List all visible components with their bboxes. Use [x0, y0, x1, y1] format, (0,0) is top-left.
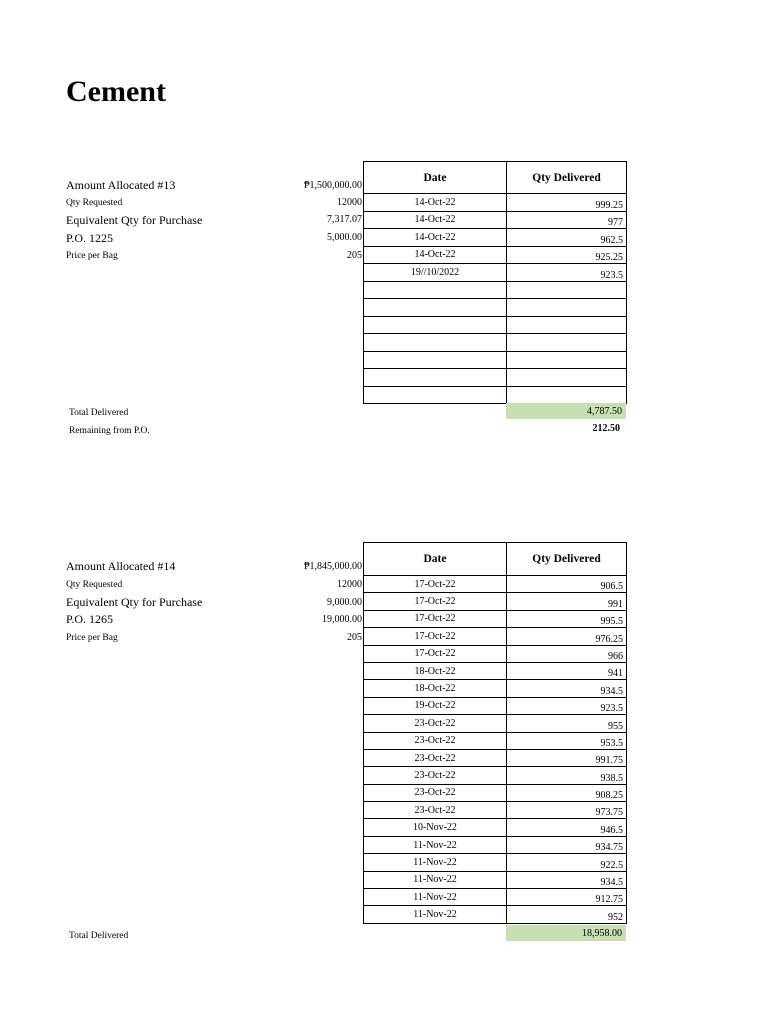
date-cell [364, 281, 507, 299]
table-row [364, 749, 627, 766]
qty-cell: 973.75 [507, 802, 627, 819]
qty-cell [507, 351, 627, 369]
qty-cell: 925.25 [507, 246, 627, 264]
table-row [364, 836, 627, 853]
table-row [364, 889, 627, 906]
table-row [364, 316, 627, 334]
remaining-value: 212.50 [592, 423, 620, 434]
date-cell: 17-Oct-22 [364, 593, 507, 610]
date-cell: 14-Oct-22 [364, 246, 507, 264]
table-row [364, 281, 627, 299]
date-cell: 17-Oct-22 [364, 645, 507, 662]
date-cell [364, 334, 507, 352]
total-delivered-label: Total Delivered [69, 931, 129, 941]
date-cell: 11-Nov-22 [364, 889, 507, 906]
date-cell: 19//10/2022 [364, 264, 507, 282]
date-cell: 14-Oct-22 [364, 194, 507, 212]
equivalent-qty-label: Equivalent Qty for Purchase [66, 213, 203, 227]
date-cell: 11-Nov-22 [364, 854, 507, 871]
table-row [364, 906, 627, 923]
date-cell: 11-Nov-22 [364, 836, 507, 853]
qty-cell: 912.75 [507, 889, 627, 906]
table-row [364, 732, 627, 749]
delivery-table [363, 161, 627, 404]
qty-cell: 999.25 [507, 194, 627, 212]
table-row [364, 819, 627, 836]
amount-allocated-label: Amount Allocated #14 [66, 559, 176, 573]
qty-cell: 976.25 [507, 628, 627, 645]
table-row [364, 784, 627, 801]
date-cell: 23-Oct-22 [364, 767, 507, 784]
date-cell: 17-Oct-22 [364, 628, 507, 645]
po-number-label: P.O. 1225 [66, 231, 114, 245]
table-row [364, 802, 627, 819]
qty-cell: 906.5 [507, 576, 627, 593]
table-row [364, 369, 627, 387]
qty-cell [507, 369, 627, 387]
qty-cell: 946.5 [507, 819, 627, 836]
qty-cell [507, 334, 627, 352]
qty-cell: 977 [507, 211, 627, 229]
table-row [364, 334, 627, 352]
amount-allocated-value: ₱1,500,000.00 [303, 180, 362, 191]
date-cell: 23-Oct-22 [364, 749, 507, 766]
date-cell [364, 369, 507, 387]
price-per-bag-value: 205 [347, 632, 362, 643]
date-cell: 14-Oct-22 [364, 229, 507, 247]
date-cell: 11-Nov-22 [364, 871, 507, 888]
date-cell: 14-Oct-22 [364, 211, 507, 229]
equivalent-qty-value: 7,317.07 [327, 214, 362, 225]
date-cell: 23-Oct-22 [364, 802, 507, 819]
date-cell [364, 299, 507, 317]
qty-cell: 995.5 [507, 610, 627, 627]
table-row [364, 386, 627, 404]
qty-cell: 923.5 [507, 264, 627, 282]
qty-cell: 922.5 [507, 854, 627, 871]
date-cell: 19-Oct-22 [364, 697, 507, 714]
date-cell: 17-Oct-22 [364, 576, 507, 593]
table-row [364, 246, 627, 264]
table-row [364, 264, 627, 282]
equivalent-qty-label: Equivalent Qty for Purchase [66, 595, 203, 609]
date-cell: 23-Oct-22 [364, 715, 507, 732]
date-cell: 18-Oct-22 [364, 680, 507, 697]
table-row [364, 715, 627, 732]
date-cell [364, 351, 507, 369]
qty-requested-value: 12000 [337, 197, 362, 208]
table-row [364, 576, 627, 593]
table-header-row [364, 543, 627, 576]
table-row [364, 211, 627, 229]
qty-cell: 966 [507, 645, 627, 662]
total-delivered-value: 4,787.50 [506, 403, 626, 419]
qty-cell [507, 316, 627, 334]
date-cell [364, 316, 507, 334]
qty-cell: 955 [507, 715, 627, 732]
date-cell [364, 386, 507, 404]
table-row [364, 767, 627, 784]
table-row [364, 645, 627, 662]
amount-allocated-value: ₱1,845,000.00 [303, 561, 362, 572]
price-per-bag-label: Price per Bag [66, 251, 118, 261]
qty-cell: 962.5 [507, 229, 627, 247]
total-delivered-value: 18,958.00 [506, 925, 626, 941]
table-row [364, 871, 627, 888]
qty-column-header: Qty Delivered [507, 543, 627, 576]
total-delivered-label: Total Delivered [69, 408, 129, 418]
remaining-label: Remaining from P.O. [69, 426, 150, 436]
qty-cell: 934.5 [507, 871, 627, 888]
table-row [364, 662, 627, 679]
qty-requested-label: Qty Requested [66, 580, 123, 590]
po-qty-value: 19,000.00 [322, 614, 362, 625]
qty-cell: 991 [507, 593, 627, 610]
table-row [364, 680, 627, 697]
table-row [364, 697, 627, 714]
date-column-header: Date [364, 162, 507, 194]
date-cell: 18-Oct-22 [364, 662, 507, 679]
date-cell: 17-Oct-22 [364, 610, 507, 627]
date-cell: 11-Nov-22 [364, 906, 507, 923]
qty-cell: 991.75 [507, 749, 627, 766]
qty-cell [507, 281, 627, 299]
date-column-header: Date [364, 543, 507, 576]
equivalent-qty-value: 9,000.00 [327, 597, 362, 608]
qty-cell: 934.75 [507, 836, 627, 853]
qty-cell: 953.5 [507, 732, 627, 749]
table-row [364, 229, 627, 247]
qty-cell [507, 299, 627, 317]
price-per-bag-value: 205 [347, 250, 362, 261]
table-row [364, 854, 627, 871]
qty-cell: 934.5 [507, 680, 627, 697]
qty-requested-label: Qty Requested [66, 198, 123, 208]
page-title: Cement [66, 75, 166, 108]
table-row [364, 593, 627, 610]
table-row [364, 610, 627, 627]
date-cell: 10-Nov-22 [364, 819, 507, 836]
date-cell: 23-Oct-22 [364, 784, 507, 801]
delivery-table [363, 542, 627, 924]
po-qty-value: 5,000.00 [327, 232, 362, 243]
table-row [364, 628, 627, 645]
date-cell: 23-Oct-22 [364, 732, 507, 749]
amount-allocated-label: Amount Allocated #13 [66, 178, 176, 192]
table-row [364, 194, 627, 212]
table-header-row [364, 162, 627, 194]
qty-cell: 941 [507, 662, 627, 679]
price-per-bag-label: Price per Bag [66, 633, 118, 643]
table-row [364, 351, 627, 369]
qty-requested-value: 12000 [337, 579, 362, 590]
qty-column-header: Qty Delivered [507, 162, 627, 194]
qty-cell: 938.5 [507, 767, 627, 784]
po-number-label: P.O. 1265 [66, 612, 114, 626]
qty-cell: 908.25 [507, 784, 627, 801]
table-row [364, 299, 627, 317]
qty-cell: 923.5 [507, 697, 627, 714]
qty-cell: 952 [507, 906, 627, 923]
qty-cell [507, 386, 627, 404]
